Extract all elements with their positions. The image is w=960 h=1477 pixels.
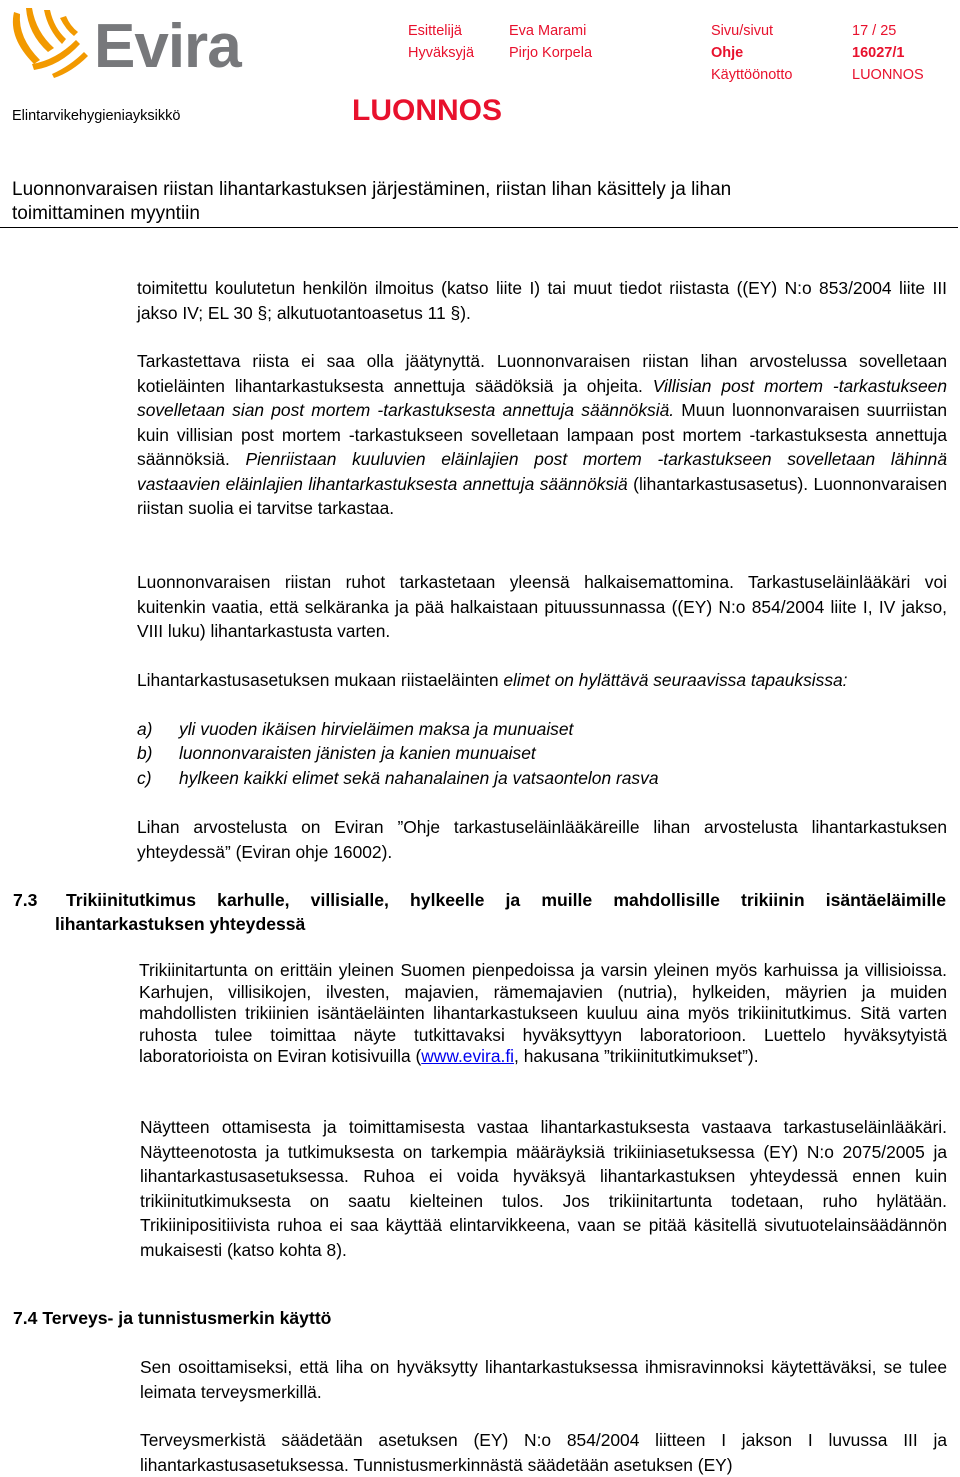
paragraph-6-a: Trikiinitartunta on erittäin yleinen Suomen pienpedoissa ja varsin yleinen myös karhuissa ja villisioissa. Karhujen, villisikojen, ilvesten, majavien, rämemajavien (nutria), hylkeiden, mäyrien ja muiden mahdollisten trikiinien isäntäeläinten lihantarkastukseen kuuluu aina myös trikiinitutkimus. Sitä varten ruhosta tulee toimittaa näyte tutkittavaksi hyväksyttyyn laboratorioon. Luettelo hyväksytyistä laboratorioista on Eviran kotisivuilla ( — [139, 960, 947, 1066]
paragraph-6 — [139, 960, 947, 1068]
presenter-name: Eva Marami — [509, 23, 587, 39]
paragraph-4 — [137, 668, 947, 693]
paragraph-3: Luonnonvaraisen riistan ruhot tarkastetaan yleensä halkaisemattomina. Tarkastuseläinlääkäri voi kuitenkin vaatia, että selkäranka ja pää halkaistaan pituussunnassa ((EY) N:o 854/2004 liite I, IV jakso, VIII luku) lihantarkastusta varten. — [137, 572, 947, 641]
paragraph-1: toimitettu koulutetun henkilön ilmoitus (katso liite I) tai muut tiedot riistasta ((EY) N:o 853/2004 liite III jakso IV; EL 30 §; alkutuotantoasetus 11 §). — [137, 278, 947, 323]
list-marker: a) — [137, 719, 153, 739]
paragraph-2 — [137, 349, 947, 521]
draft-title: LUONNOS — [352, 94, 502, 127]
approver-label: Hyväksyjä — [408, 45, 475, 61]
title-line-1: Luonnonvaraisen riistan lihantarkastuksen järjestäminen, riistan lihan käsittely ja lihan — [12, 179, 732, 200]
paragraph-6-b: , hakusana ”trikiinitutkimukset”). — [514, 1046, 759, 1066]
page-label: Sivu/sivut — [711, 23, 774, 39]
document-title — [12, 178, 731, 226]
doc-type: Ohje — [711, 45, 744, 61]
paragraph-2-b: Villisian post mortem -tarkastukseen sovelletaan sian post mortem -tarkastuksesta annettuja säännöksiä. — [137, 375, 947, 420]
section-heading-7-4: 7.4 Terveys- ja tunnistusmerkin käyttö — [13, 1308, 332, 1328]
presenter-label: Esittelijä — [408, 23, 462, 39]
list-item — [137, 741, 536, 766]
list-text: hylkeen kaikki elimet sekä nahanalainen ja vatsaontelon rasva — [179, 768, 659, 788]
unit-name: Elintarvikehygieniayksikkö — [12, 108, 181, 124]
section-heading-7-3: Trikiinitutkimus karhulle, villisialle, hylkeelle ja muille mahdollisille trikiinin isäntäeläimille lihantarkastuksen yhteydessä — [55, 890, 946, 934]
title-line-2: toimittaminen myyntiin — [12, 203, 200, 224]
paragraph-2-d: Pienriistaan kuuluvien eläinlajien post mortem -tarkastukseen sovelletaan lähinnä vastaavien eläinlajien lihantarkastuksesta annettuja säännöksiä — [137, 449, 947, 494]
paragraph-2-e: (lihantarkastusasetus). Luonnonvaraisen riistan suolia ei tarvitse tarkastaa. — [137, 473, 947, 518]
list-text: luonnonvaraisten jänisten ja kanien munuaiset — [179, 743, 536, 763]
list-text: yli vuoden ikäisen hirvieläimen maksa ja munuaiset — [179, 719, 574, 739]
evira-website-link[interactable]: www.evira.fi — [421, 1046, 515, 1066]
list-item — [137, 717, 573, 742]
paragraph-2-a: Tarkastettava riista ei saa olla jäätynyttä. Luonnonvaraisen riistan lihan arvostelussa sovelletaan kotieläinten lihantarkastuksesta annettuja säädöksiä ja ohjeita. — [137, 351, 947, 396]
usage-label: Käyttöönotto — [711, 67, 793, 83]
paragraph-8: Sen osoittamiseksi, että liha on hyväksytty lihantarkastuksessa ihmisravinnoksi käytettäväksi, se tulee leimata terveysmerkillä. — [140, 1357, 947, 1402]
evira-logo — [4, 4, 256, 82]
paragraph-2-c: Muun luonnonvaraisen suurriistan kuin villisian post mortem -tarkastukseen sovelletaan lampaan post mortem -tarkastuksesta annettuja säännöksiä. — [137, 400, 947, 469]
header-divider — [0, 227, 958, 228]
list-marker: c) — [137, 768, 152, 788]
approver-name: Pirjo Korpela — [509, 45, 593, 61]
logo-wordmark: Evira — [94, 12, 241, 81]
doc-number: 16027/1 — [852, 45, 905, 61]
paragraph-7: Näytteen ottamisesta ja toimittamisesta vastaa lihantarkastuksesta vastaava tarkastuseläinlääkäri. Näytteenotosta ja tutkimuksesta on tarkempia määräyksiä trikiiniasetuksessa (EY) N:o 2075/2005 ja lihantarkastusasetuksessa. Ruhoa ei voida hyväksyä lihantarkastuksen yhteydessä ennen kuin trikiinitutkimuksesta on saatu kielteinen tulos. Jos trikiinitartunta todetaan, ruho hylätään. Trikiinipositiivista ruhoa ei saa käyttää elintarvikkeena, vaan se pitää käsitellä sivutuotelainsäädännön mukaisesti (katso kohta 8). — [140, 1117, 947, 1260]
list-item — [137, 766, 659, 791]
usage-value: LUONNOS — [852, 67, 924, 83]
paragraph-9: Terveysmerkistä säädetään asetuksen (EY) N:o 854/2004 liitteen I jakson I luvussa III ja lihantarkastusasetuksessa. Tunnistusmerkinnästä säädetään asetuksen (EY) — [140, 1430, 947, 1475]
list-marker: b) — [137, 743, 153, 763]
paragraph-4-b: elimet on hylättävä seuraavissa tapauksissa: — [503, 670, 848, 690]
section-heading-7-3-number: 7.3 — [13, 890, 38, 910]
page-value: 17 / 25 — [852, 23, 897, 39]
paragraph-4-a: Lihantarkastusasetuksen mukaan riistaeläinten — [137, 670, 504, 690]
paragraph-5: Lihan arvostelusta on Eviran ”Ohje tarkastuseläinlääkäreille lihan arvostelusta lihantarkastuksen yhteydessä” (Eviran ohje 16002). — [137, 817, 947, 862]
